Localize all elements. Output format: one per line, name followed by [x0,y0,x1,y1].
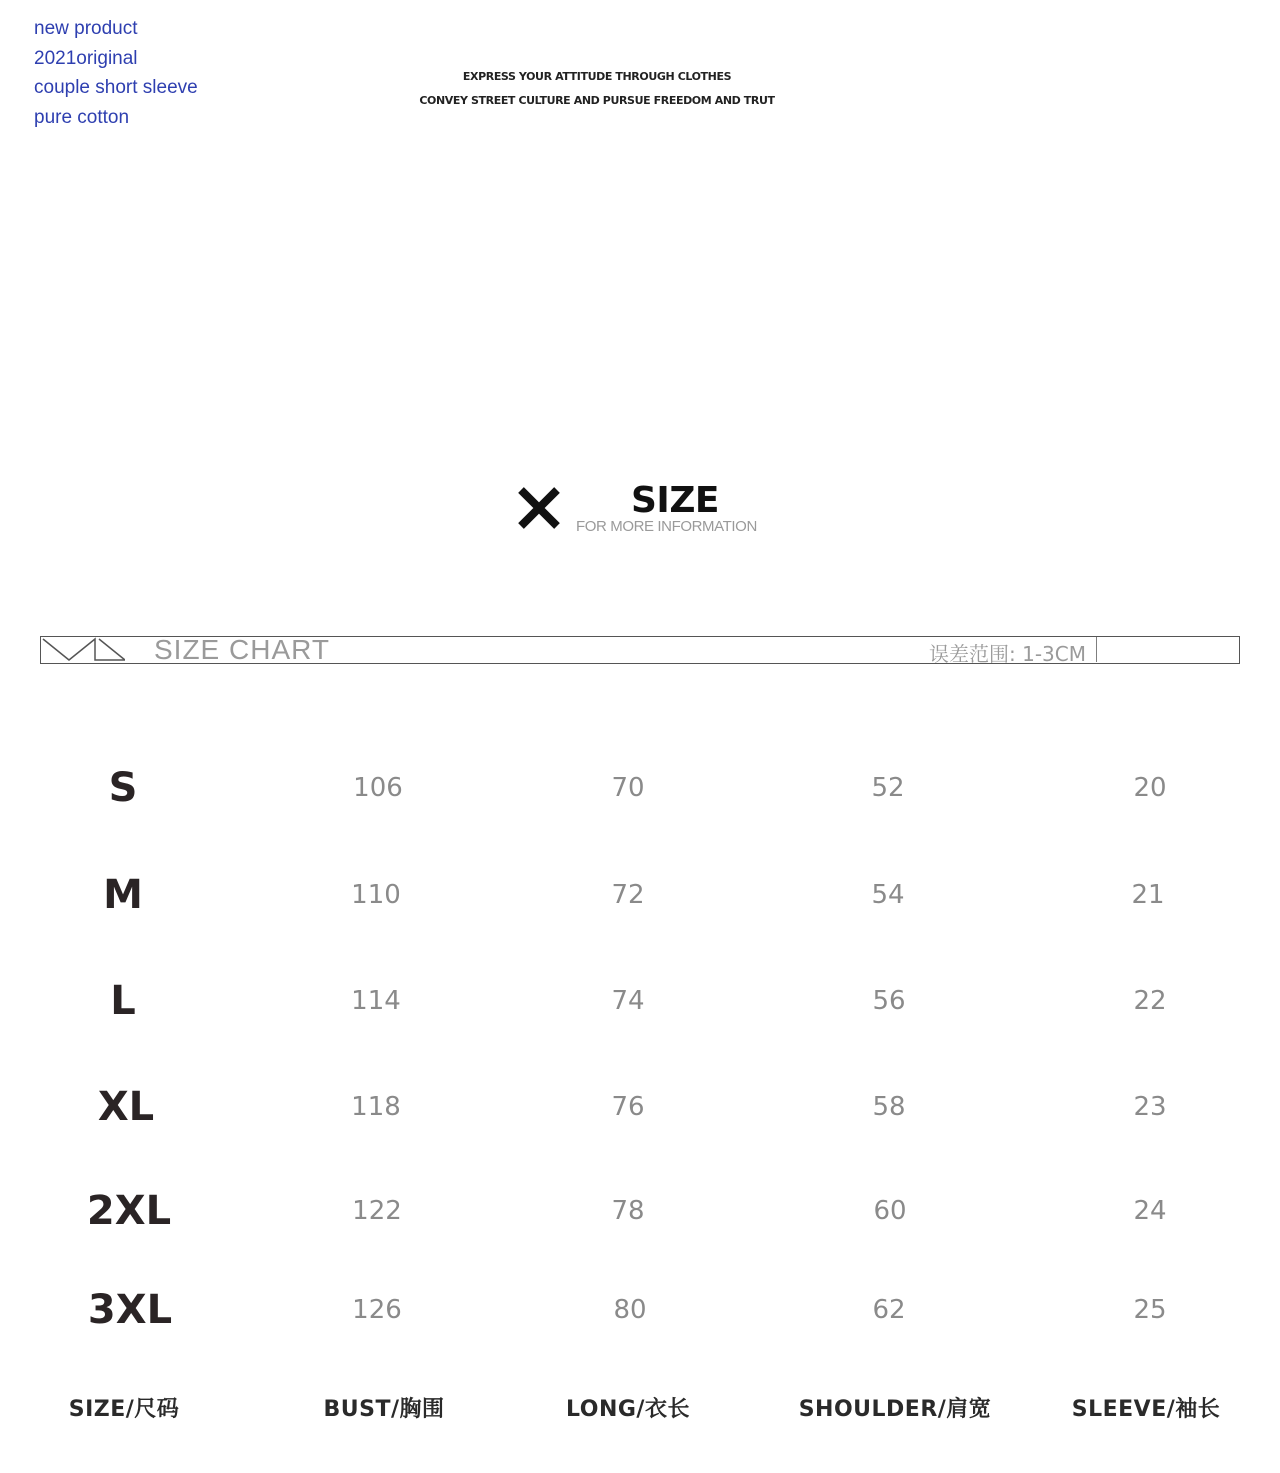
tag-year-original: 2021original [34,47,138,69]
sleeve-cell: 24 [1133,1196,1167,1226]
size-chart-banner [40,636,1240,664]
size-subtitle: FOR MORE INFORMATION [576,518,757,535]
shoulder-cell: 54 [871,880,905,910]
bust-cell: 106 [353,773,403,803]
x-icon [515,484,563,532]
tagline-line-2: CONVEY STREET CULTURE AND PURSUE FREEDOM AND TRUT [419,94,775,107]
sleeve-cell: 25 [1133,1295,1167,1325]
bust-cell: 126 [352,1295,402,1325]
header-shoulder: SHOULDER/肩宽 [798,1397,992,1422]
long-cell: 74 [611,986,645,1016]
size-cell: M [103,872,143,918]
sleeve-cell: 20 [1133,773,1167,803]
tag-pure-cotton: pure cotton [34,106,130,128]
table-row [0,973,1280,1033]
bust-cell: 118 [351,1092,401,1122]
sleeve-cell: 22 [1133,986,1167,1016]
size-cell: 3XL [87,1287,173,1333]
shoulder-cell: 58 [872,1092,906,1122]
tagline-line-1: EXPRESS YOUR ATTITUDE THROUGH CLOTHES [462,70,732,83]
size-cell: XL [97,1084,155,1130]
size-chart-title: SIZE CHART [154,634,330,665]
long-cell: 72 [611,880,645,910]
table-row [0,1183,1280,1243]
shoulder-cell: 52 [871,773,905,803]
size-cell: 2XL [86,1188,172,1234]
tag-couple-short-sleeve: couple short sleeve [34,77,198,98]
zigzag-decoration-right [1096,637,1239,662]
shoulder-cell: 56 [872,986,906,1016]
table-row [0,1282,1280,1342]
table-row [0,867,1280,927]
sleeve-cell: 23 [1133,1092,1167,1122]
bust-cell: 114 [351,986,401,1016]
size-cell: L [110,978,136,1024]
table-row [0,1079,1280,1139]
product-tags [34,14,198,132]
zigzag-decoration-left [41,637,125,662]
tolerance-note: 误差范围: 1-3CM [929,642,1086,666]
shoulder-cell: 62 [872,1295,906,1325]
sleeve-cell: 21 [1131,880,1165,910]
header-bust: BUST/胸围 [323,1397,445,1422]
bust-cell: 110 [351,880,401,910]
header-size: SIZE/尺码 [68,1397,180,1422]
header-long: LONG/衣长 [566,1397,690,1422]
brand-tagline [360,68,834,116]
table-row [0,760,1280,820]
header-sleeve: SLEEVE/袖长 [1071,1397,1221,1422]
long-cell: 78 [611,1196,645,1226]
table-header-row [0,1390,1280,1430]
long-cell: 70 [611,773,645,803]
size-title: SIZE [631,480,720,521]
size-cell: S [108,765,138,811]
tag-new-product: new product [34,18,138,39]
bust-cell: 122 [352,1196,402,1226]
shoulder-cell: 60 [873,1196,907,1226]
size-heading [515,480,775,540]
long-cell: 80 [613,1295,647,1325]
long-cell: 76 [611,1092,645,1122]
